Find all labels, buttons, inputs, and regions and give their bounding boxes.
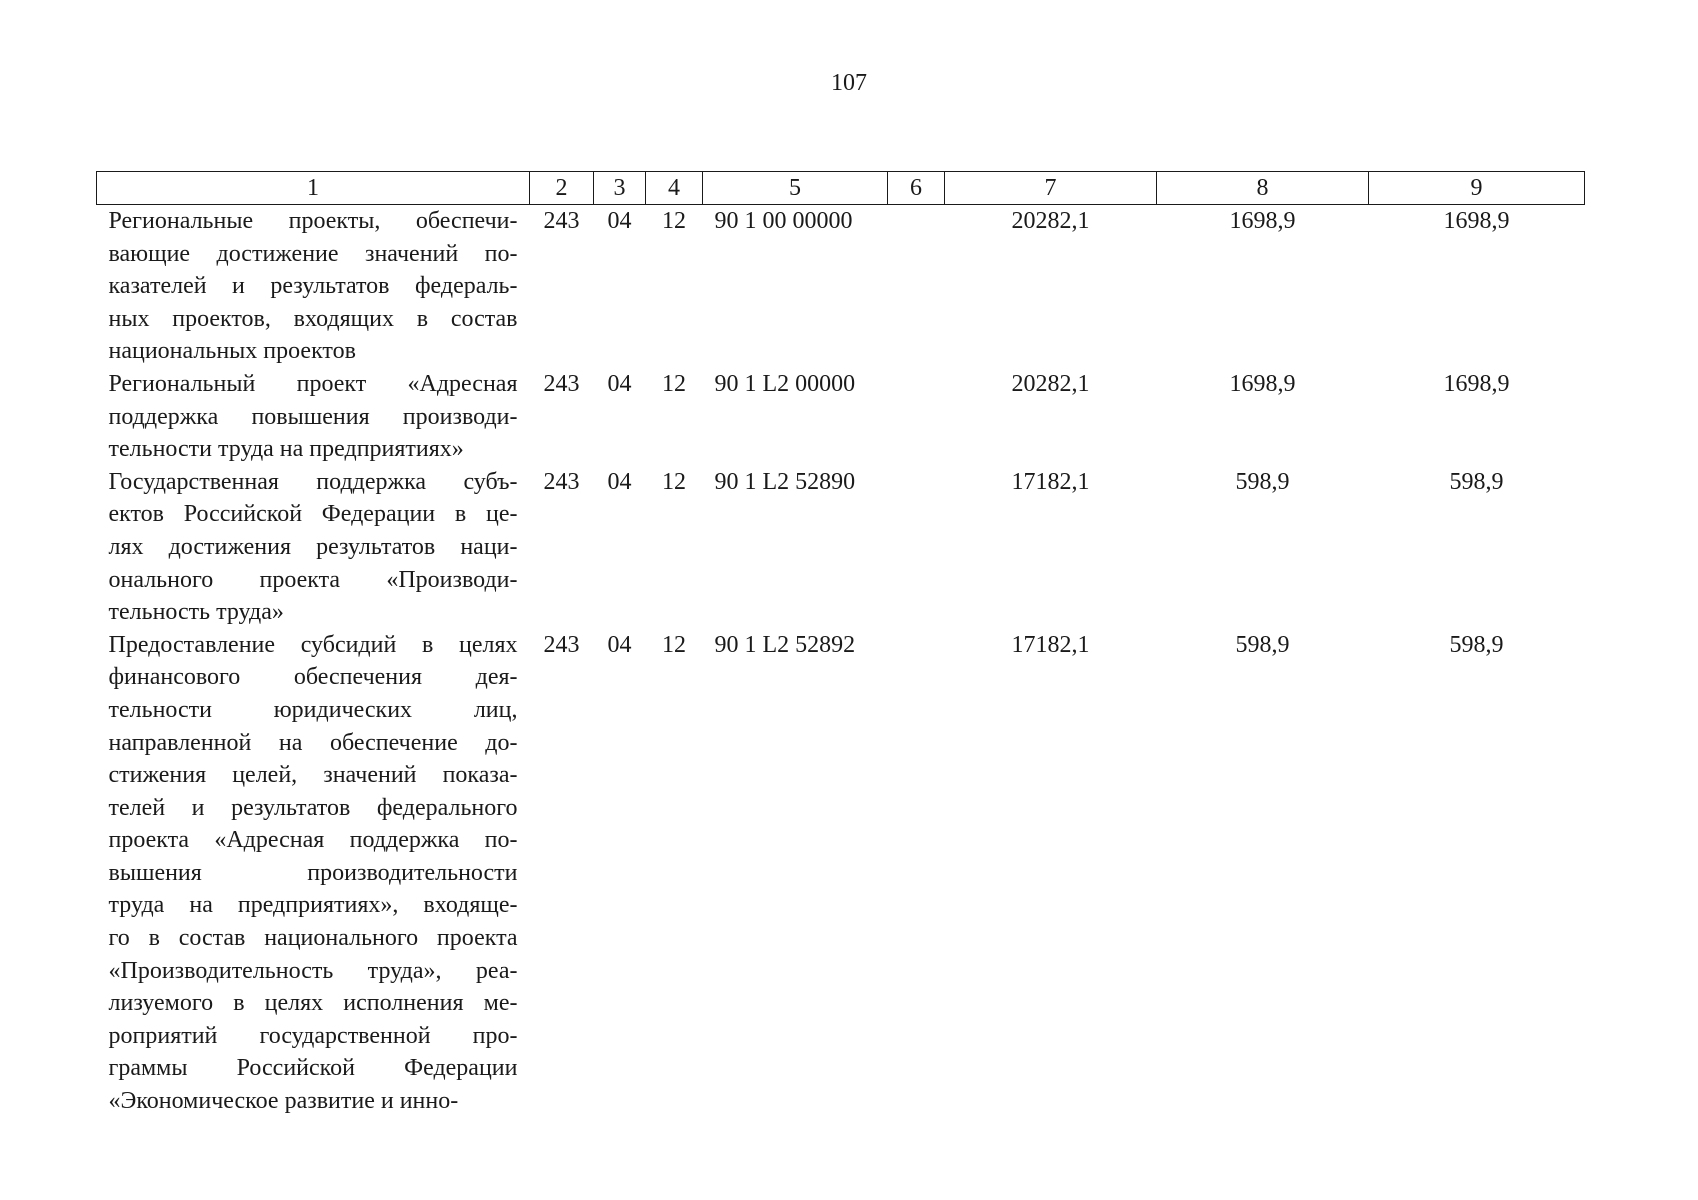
cell-col-4: 12: [662, 468, 686, 495]
cell-col-9: 1698,9: [1443, 370, 1510, 397]
cell-col-5: 90 1 00 00000: [714, 208, 853, 234]
cell-col-9: 598,9: [1449, 468, 1504, 495]
col-header-8: 8: [1157, 172, 1369, 205]
cell-col-4: 12: [662, 631, 686, 658]
cell-col-7: 20282,1: [1011, 208, 1090, 234]
cell-col-4: 12: [662, 370, 686, 397]
cell-col-7: 20282,1: [1011, 370, 1090, 397]
description-line: финансового обеспечения дея-: [108, 664, 518, 691]
table-row: [97, 205, 1585, 368]
description-line: ектов Российской Федерации в це-: [108, 501, 518, 528]
description-line: казателей и результатов федераль-: [108, 273, 518, 300]
col-header-7: 7: [945, 172, 1157, 205]
row-description: [97, 466, 530, 629]
description-line: тельности труда на предприятиях»: [108, 436, 464, 463]
description-line: Предоставление субсидий в целях: [108, 631, 518, 658]
cell-col-5: 90 1 L2 52892: [714, 631, 856, 658]
description-line: направленной на обеспечение до-: [108, 729, 518, 756]
description-line: лизуемого в целях исполнения ме-: [108, 990, 518, 1017]
cell-col-6: [888, 466, 945, 629]
description-line: «Производительность труда», реа-: [108, 957, 518, 984]
col-header-2: 2: [530, 172, 594, 205]
cell-col-8: 598,9: [1235, 631, 1290, 658]
table-row: [97, 466, 1585, 629]
cell-col-2: 243: [543, 631, 580, 658]
cell-col-5: 90 1 L2 52890: [714, 468, 856, 495]
col-header-5: 5: [703, 172, 888, 205]
description-line: вышения производительности: [108, 859, 518, 886]
cell-col-3: 04: [607, 468, 632, 495]
description-line: «Экономическое развитие и инно-: [108, 1088, 459, 1115]
col-header-9: 9: [1369, 172, 1585, 205]
cell-col-2: 243: [543, 208, 580, 234]
table-row: [97, 368, 1585, 466]
cell-col-8: 598,9: [1235, 468, 1290, 495]
description-line: труда на предприятиях», входяще-: [108, 892, 518, 919]
cell-col-8: 1698,9: [1229, 208, 1296, 234]
row-description: [97, 205, 530, 368]
row-description: [97, 629, 530, 1118]
cell-col-7: 17182,1: [1011, 468, 1090, 495]
col-header-6: 6: [888, 172, 945, 205]
cell-col-3: 04: [607, 208, 632, 234]
description-line: лях достижения результатов наци-: [108, 533, 518, 560]
cell-col-7: 17182,1: [1011, 631, 1090, 658]
description-line: проекта «Адресная поддержка по-: [108, 827, 518, 854]
cell-col-5: 90 1 L2 00000: [714, 370, 856, 397]
table-body: [97, 205, 1585, 1118]
cell-col-2: 243: [543, 468, 580, 495]
cell-col-2: 243: [543, 370, 580, 397]
cell-col-6: [888, 629, 945, 1118]
cell-col-8: 1698,9: [1229, 370, 1296, 397]
description-line: Региональные проекты, обеспечи-: [108, 208, 518, 234]
budget-table: [96, 171, 1585, 1118]
description-line: ных проектов, входящих в состав: [108, 305, 518, 332]
cell-col-3: 04: [607, 631, 632, 658]
cell-col-9: 1698,9: [1443, 208, 1510, 234]
col-header-4: 4: [646, 172, 703, 205]
description-line: тельности юридических лиц,: [108, 696, 518, 723]
description-line: поддержка повышения производи-: [108, 403, 518, 430]
cell-col-6: [888, 368, 945, 466]
table-header-row: [97, 172, 1585, 205]
description-line: Региональный проект «Адресная: [108, 370, 518, 397]
description-line: граммы Российской Федерации: [108, 1055, 518, 1082]
description-line: го в состав национального проекта: [108, 925, 518, 952]
cell-col-6: [888, 205, 945, 368]
page-number: 107: [831, 70, 867, 96]
description-line: вающие достижение значений по-: [108, 240, 518, 267]
cell-col-9: 598,9: [1449, 631, 1504, 658]
description-line: национальных проектов: [108, 338, 356, 365]
cell-col-4: 12: [662, 208, 686, 234]
description-line: Государственная поддержка субъ-: [108, 468, 518, 495]
description-line: телей и результатов федерального: [108, 794, 518, 821]
col-header-1: 1: [97, 172, 530, 205]
description-line: онального проекта «Производи-: [108, 566, 518, 593]
cell-col-3: 04: [607, 370, 632, 397]
row-description: [97, 368, 530, 466]
description-line: стижения целей, значений показа-: [108, 762, 518, 789]
col-header-3: 3: [594, 172, 646, 205]
table-row: [97, 629, 1585, 1118]
description-line: тельность труда»: [108, 599, 284, 626]
description-line: роприятий государственной про-: [108, 1022, 518, 1049]
